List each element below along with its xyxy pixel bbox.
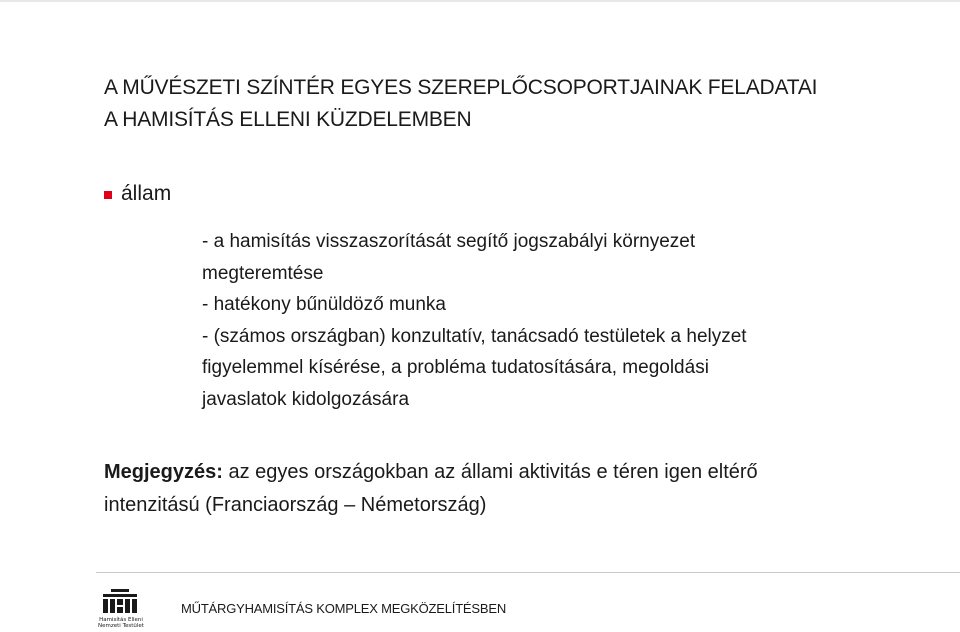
slide-title [104,72,924,136]
detail-line: - hatékony bűnüldöző munka [202,294,446,315]
bullet-details [202,226,842,415]
top-divider [0,0,960,2]
detail-line: - (számos országban) konzultatív, tanácsadó testületek a helyzet [202,325,747,347]
logo-caption [93,617,149,629]
note-text-2: intenzitású (Franciaország – Németország) [104,494,487,516]
logo-caption-line: Hamisítás Elleni [99,617,143,623]
bullet-label: állam [121,182,172,205]
detail-line: - a hamisítás visszaszorítását segítő jogszabályi környezet [202,231,696,252]
detail-line: figyelemmel kísérése, a probléma tudatosítására, megoldási [202,357,709,378]
footer-text: MŰTÁRGYHAMISÍTÁS KOMPLEX MEGKÖZELÍTÉSBEN [181,601,507,616]
title-line-1: A MŰVÉSZETI SZÍNTÉR EGYES SZEREPLŐCSOPORTJAINAK FELADATAI [104,76,818,99]
title-line-2: A HAMISÍTÁS ELLENI KÜZDELEMBEN [104,108,472,131]
detail-line: megteremtése [202,262,324,284]
detail-line: javaslatok kidolgozására [202,388,410,410]
note-label: Megjegyzés: [104,461,223,483]
square-bullet-icon [104,191,112,199]
logo-caption-line: Nemzeti Testület [98,623,144,629]
note-text-1: az egyes országokban az állami aktivitás e téren igen eltérő [222,461,758,483]
footer-divider [96,572,960,573]
bullet-item [104,180,171,208]
note-block [104,456,904,522]
